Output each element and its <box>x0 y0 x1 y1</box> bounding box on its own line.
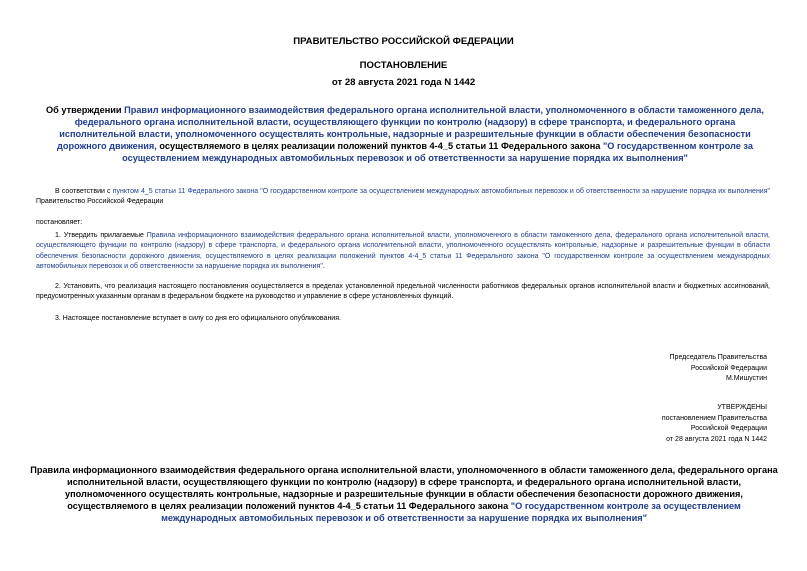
signature-position: Председатель Правительства <box>669 354 767 361</box>
decree-word: постановляет: <box>36 219 83 226</box>
government-title: ПРАВИТЕЛЬСТВО РОССИЙСКОЙ ФЕДЕРАЦИИ <box>293 36 514 47</box>
preamble: В соответствии с пунктом 4_5 статьи 11 Федерального закона "О государственном контроле за осуществлением международных автомобильных перевозок и об ответственности за нарушение порядка их выполнения" Правительство Российской Федерации <box>36 188 770 206</box>
item-1-rules-link[interactable]: Правила информационного взаимодействия федерального органа исполнительной власти, уполномоченного в области таможенного дела, федерального органа исполнительной власти, осуществляющего функции по контролю (надзору) в сфере транспорта, и федерального органа исполнительной власти, уполномоченного осуществлять контрольные, надзорные и разрешительные функции в области обеспечения безопасности дорожного движения, осуществляемого в целях реализации положений пунктов 4-4_5 статьи 11 Федерального закона "О государственном контроле за осуществлением международных автомобильных перевозок и об ответственности за нарушение порядка их выполнения" <box>36 232 770 270</box>
item-2: 2. Установить, что реализация настоящего постановления осуществляется в пределах установленной предельной численности работников федеральных органов исполнительной власти и бюджетных ассигнований, предусмотренных указанным органам в федеральном бюджете на руководство и управление в сфере установленных функций. <box>36 283 770 301</box>
subject-prefix: Об утверждении <box>46 105 125 115</box>
signature-block <box>670 353 767 385</box>
approval-title: УТВЕРЖДЕНЫ <box>717 404 767 411</box>
signature-country: Российской Федерации <box>690 364 767 372</box>
subject-middle: осуществляемого в целях реализации положений пунктов 4-4_5 статьи 11 Федерального закона <box>156 141 603 151</box>
rules-title: Правила информационного взаимодействия федерального органа исполнительной власти, уполномоченного в области таможенного дела, федерального органа исполнительной власти, осуществляющего функции по контролю (надзору) в сфере транспорта, и федерального органа исполнительной власти, уполномоченного осуществлять контрольные, надзорные и разрешительные функции в области обеспечения безопасности дорожного движения, осуществляемого в целях реализации положений пунктов 4-4_5 статьи 11 Федерального закона "О государственном контроле за осуществлением международных автомобильных перевозок и об ответственности за нарушение порядка их выполнения" <box>30 465 778 523</box>
document-subject <box>36 104 774 164</box>
item-1: 1. Утвердить прилагаемые Правила информационного взаимодействия федерального органа исполнительной власти, уполномоченного в области таможенного дела, федерального органа исполнительной власти, осуществляющего функции по контролю (надзору) в сфере транспорта, и федерального органа исполнительной власти, уполномоченного осуществлять контрольные, надзорные и разрешительные функции в области обеспечения безопасности дорожного движения, осуществляемого в целях реализации положений пунктов 4-4_5 статьи 11 Федерального закона "О государственном контроле за осуществлением международных автомобильных перевозок и об ответственности за нарушение порядка их выполнения". <box>36 232 770 270</box>
approval-block <box>662 403 767 445</box>
law-link[interactable]: "О государственном контроле за осуществлением международных автомобильных перевозок и об ответственности за нарушение порядка их выполнения" <box>122 141 753 163</box>
document-date-number: от 28 августа 2021 года N 1442 <box>331 77 476 88</box>
rules-link[interactable]: Правил информационного взаимодействия федерального органа исполнительной власти, уполномоченного в области таможенного дела, федерального органа исполнительной власти, осуществляющего функции по контролю (надзору) в сфере транспорта, и федерального органа исполнительной власти, уполномоченного осуществлять контрольные, надзорные и разрешительные функции в области обеспечения безопасности дорожного движения, <box>57 105 764 151</box>
document-type: ПОСТАНОВЛЕНИЕ <box>359 60 448 71</box>
item-3: 3. Настоящее постановление вступает в силу со дня его официального опубликования. <box>55 315 341 322</box>
preamble-law-link[interactable]: пунктом 4_5 статьи 11 Федерального закона "О государственном контроле за осуществлением международных автомобильных перевозок и об ответственности за нарушение порядка их выполнения" <box>112 188 770 195</box>
approval-country: Российской Федерации <box>690 425 767 432</box>
approval-date: от 28 августа 2021 года N 1442 <box>666 435 767 443</box>
approval-by: постановлением Правительства <box>661 414 767 422</box>
rules-title-law-link[interactable]: "О государственном контроле за осуществлением международных автомобильных перевозок и об ответственности за нарушение порядка их выполнения" <box>161 501 741 523</box>
signature-name: М.Мишустин <box>725 375 767 382</box>
